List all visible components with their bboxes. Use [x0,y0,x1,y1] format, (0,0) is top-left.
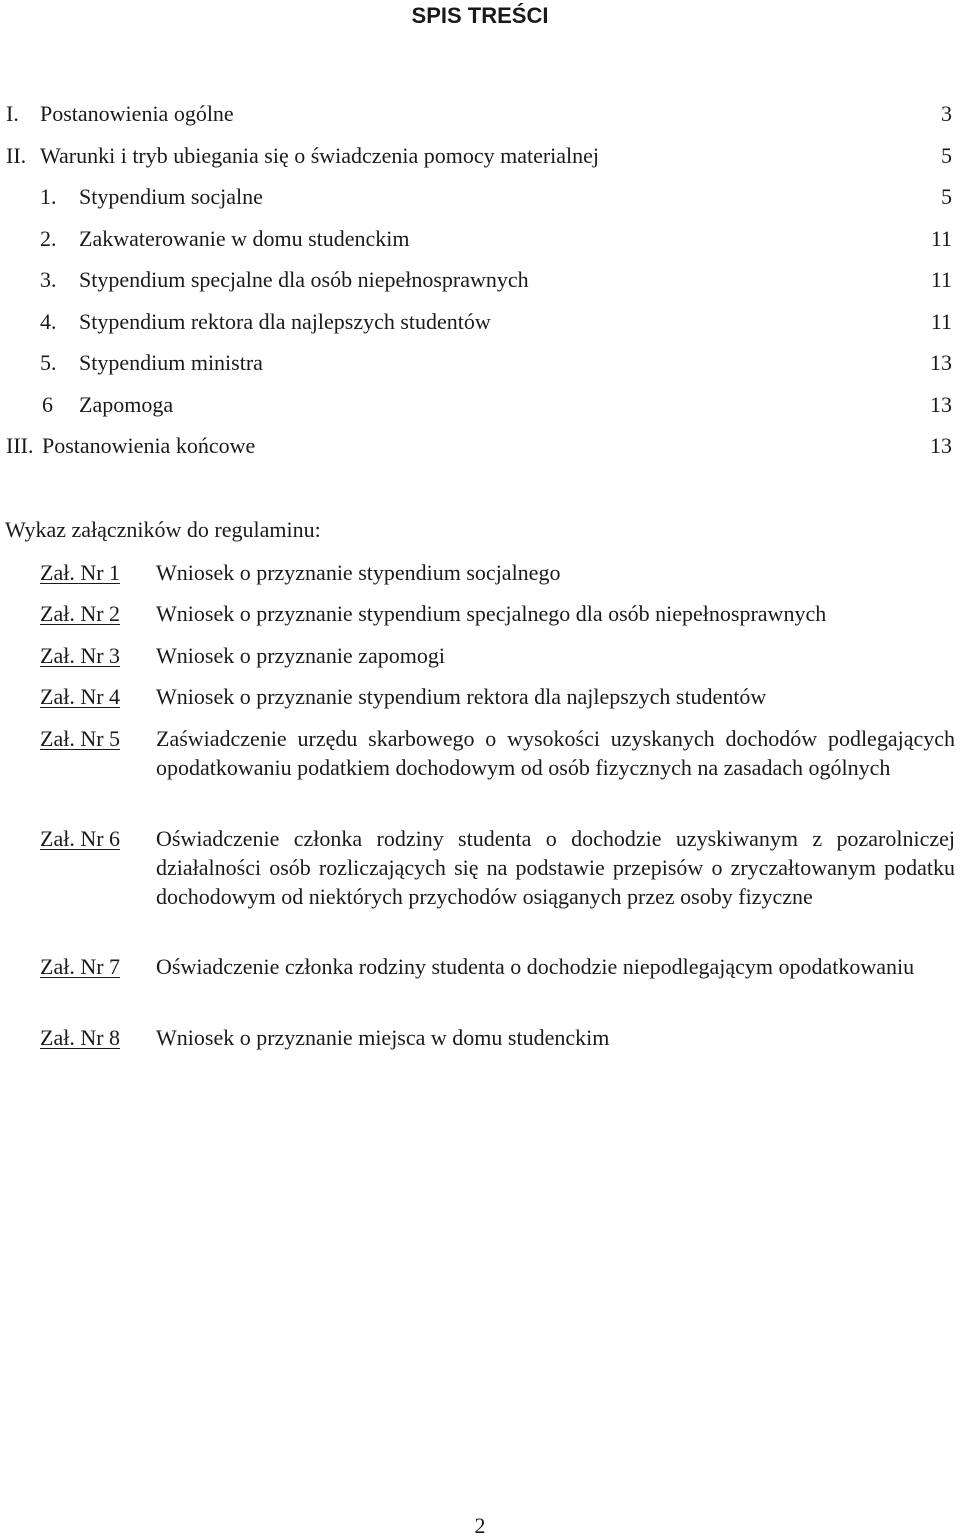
toc-page: 5 [941,184,952,209]
toc-number: II. [6,143,27,168]
toc-page: 5 [941,143,952,168]
toc-page: 13 [930,433,952,458]
toc-label: Stypendium rektora dla najlepszych studentów [79,309,491,334]
toc-number: 4. [40,309,57,334]
toc-entry [0,183,960,211]
toc-page: 3 [941,101,952,126]
toc-label: Zapomoga [79,392,174,417]
toc-page: 11 [930,309,952,334]
toc-number: 1. [40,184,57,209]
attachment-code: Zał. Nr 1 [40,560,121,585]
toc-entry [0,266,960,294]
toc-label: Zakwaterowanie w domu studenckim [79,226,410,251]
toc-number: 5. [40,350,57,375]
attachment-code: Zał. Nr 6 [40,826,121,851]
attachment-code: Zał. Nr 5 [40,726,121,751]
toc-number: 6 [42,392,53,417]
toc-entry [0,142,960,170]
attachment-description: Oświadczenie członka rodziny studenta o dochodzie uzyskiwanym z pozarolniczej działalności osób rozliczających się na podstawie przepisów o zryczałtowanym podatku dochodowym od niektórych przychodów osiąganych przez osoby fizyczne [156,826,955,909]
toc-entry [0,432,960,460]
attachment-description: Wniosek o przyznanie stypendium rektora dla najlepszych studentów [156,684,767,709]
toc-label: Postanowienia ogólne [40,101,234,126]
toc-label: Warunki i tryb ubiegania się o świadczenia pomocy materialnej [40,143,600,168]
attachment-description: Zaświadczenie urzędu skarbowego o wysokości uzyskanych dochodów podlegających opodatkowaniu podatkiem dochodowym od osób fizycznych na zasadach ogólnych [156,726,955,780]
toc-entry [0,391,960,419]
toc-page: 11 [930,226,952,251]
toc-number: 2. [40,226,57,251]
toc-number: III. [6,433,34,458]
toc-entry [0,225,960,253]
page-number: 2 [474,1513,486,1538]
attachment-code: Zał. Nr 8 [40,1025,121,1050]
attachment-description: Oświadczenie członka rodziny studenta o dochodzie niepodlegającym opodatkowaniu [156,954,915,979]
attachment-description: Wniosek o przyznanie zapomogi [156,643,445,668]
attachments-heading: Wykaz załączników do regulaminu: [5,517,321,542]
toc-label: Stypendium ministra [79,350,263,375]
toc-entry [0,100,960,128]
toc-page: 13 [930,392,952,417]
toc-number: I. [6,101,19,126]
toc-label: Postanowienia końcowe [42,433,256,458]
attachment-description: Wniosek o przyznanie stypendium socjalnego [156,560,561,585]
toc-page: 11 [930,267,952,292]
attachment-description: Wniosek o przyznanie miejsca w domu studenckim [156,1025,610,1050]
document-title: SPIS TREŚCI [411,3,549,28]
toc-label: Stypendium specjalne dla osób niepełnosprawnych [79,267,529,292]
attachment-code: Zał. Nr 3 [40,643,121,668]
attachment-description: Wniosek o przyznanie stypendium specjalnego dla osób niepełnosprawnych [156,601,827,626]
toc-number: 3. [40,267,57,292]
toc-entry [0,349,960,377]
toc-label: Stypendium socjalne [79,184,263,209]
toc-page: 13 [930,350,952,375]
attachment-code: Zał. Nr 7 [40,954,121,979]
attachment-code: Zał. Nr 4 [40,684,121,709]
attachment-code: Zał. Nr 2 [40,601,121,626]
toc-entry [0,308,960,336]
